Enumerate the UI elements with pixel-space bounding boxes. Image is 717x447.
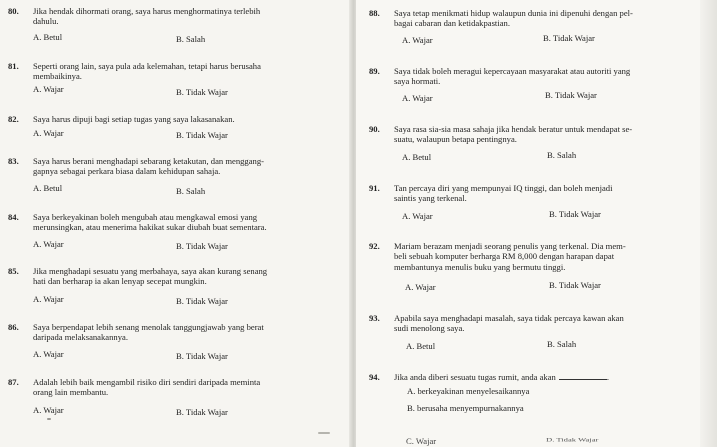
option-a[interactable]: A. berkeyakinan menyelesaikannya (407, 386, 530, 396)
option-b[interactable]: B. Salah (547, 339, 577, 349)
question-number: 82. (8, 114, 19, 124)
option-b[interactable]: B. Tidak Wajar (176, 296, 228, 306)
option-a[interactable]: A. Wajar (33, 128, 64, 138)
option-b[interactable]: B. Tidak Wajar (176, 87, 228, 97)
option-b[interactable]: B. Tidak Wajar (176, 130, 228, 140)
option-a[interactable]: A. Wajar (405, 282, 436, 292)
question-text: saya hormati. (394, 76, 441, 87)
question-number: 83. (8, 156, 19, 166)
option-a[interactable]: A. Wajar (33, 405, 64, 415)
cut-off-option: D. Tidak Wajar (546, 437, 599, 443)
question-text: gapnya sebagai perkara biasa dalam kehidupan sahaja. (33, 166, 221, 177)
option-a[interactable]: A. Wajar (402, 35, 433, 45)
question-text: Tan percaya diri yang mempunyai IQ tinggi, dan boleh menjadi (394, 183, 613, 193)
question-number: 89. (369, 66, 380, 76)
question-number: 84. (8, 212, 19, 222)
option-a[interactable]: A. Wajar (33, 239, 64, 249)
question-text-content: Jika anda diberi sesuatu tugas rumit, anda akan (394, 372, 556, 382)
question-text: Saya tetap menikmati hidup walaupun dunia ini dipenuhi dengan pel- (394, 8, 633, 18)
option-a[interactable]: A. Wajar (33, 294, 64, 304)
question-number: 80. (8, 6, 19, 16)
question-text: Adalah lebih baik mengambil risiko diri sendiri daripada meminta (33, 377, 261, 387)
question-number: 92. (369, 241, 380, 251)
question-text: Apabila saya menghadapi masalah, saya tidak percaya kawan akan (394, 313, 624, 323)
option-a[interactable]: A. Wajar (33, 349, 64, 359)
question-number: 86. (8, 322, 19, 332)
question-text: Seperti orang lain, saya pula ada kelemahan, tetapi harus berusaha (33, 61, 261, 71)
right-page (356, 0, 717, 447)
question-number: 93. (369, 313, 380, 323)
question-text: Saya berkeyakinan boleh mengubah atau mengkawal emosi yang (33, 212, 258, 222)
option-b[interactable]: B. Tidak Wajar (176, 241, 228, 251)
question-text: Mariam berazam menjadi seorang penulis yang terkenal. Dia mem- (394, 241, 626, 251)
blank-dot: . (606, 372, 609, 382)
question-number: 87. (8, 377, 19, 387)
answer-blank (559, 379, 607, 380)
option-b[interactable]: B. Tidak Wajar (176, 407, 228, 417)
question-text: sudi menolong saya. (394, 323, 465, 334)
question-text: Jika hendak dihormati orang, saya harus menghormatinya terlebih (33, 6, 261, 16)
question-text: dahulu. (33, 16, 59, 27)
option-b[interactable]: B. Tidak Wajar (543, 33, 595, 43)
option-a[interactable]: A. Betul (33, 183, 63, 193)
option-a[interactable]: A. Betul (406, 341, 436, 351)
page-edge (700, 0, 717, 447)
left-page (0, 0, 351, 447)
question-number: 85. (8, 266, 19, 276)
question-text: membantunya menulis buku yang bermutu tinggi. (394, 261, 566, 272)
question-number: 91. (369, 183, 380, 193)
question-text: beli sebuah komputer berharga RM 8,000 dengan harapan dapat (394, 251, 615, 262)
question-text: hati dan berharap ia akan lenyap secepat mungkin. (33, 276, 207, 287)
page-mark (318, 432, 330, 434)
option-b[interactable]: B. Tidak Wajar (549, 209, 601, 219)
question-text: merunsingkan, atau menerima hakikat sukar diubah buat sementara. (33, 222, 267, 233)
option-b[interactable]: B. berusaha menyempurnakannya (407, 403, 524, 413)
question-text: Saya harus berani menghadapi sebarang ketakutan, dan menggang- (33, 156, 264, 166)
question-text: Saya berpendapat lebih senang menolak tanggungjawab yang berat (33, 322, 264, 332)
question-text: suatu, walaupun betapa pentingnya. (394, 134, 517, 145)
question-text: Saya rasa sia-sia masa sahaja jika hendak beratur untuk mendapat se- (394, 124, 633, 134)
option-b[interactable]: B. Tidak Wajar (176, 351, 228, 361)
question-text: orang lain membantu. (33, 387, 109, 398)
question-text: Saya harus dipuji bagi setiap tugas yang saya lakasanakan. (33, 114, 235, 124)
question-number: 81. (8, 61, 19, 71)
question-text: saintis yang terkenal. (394, 193, 467, 204)
option-b[interactable]: B. Salah (176, 186, 206, 196)
question-number: 90. (369, 124, 380, 134)
question-text: bagai cabaran dan ketidakpastian. (394, 18, 510, 29)
option-a[interactable]: A. Wajar (402, 93, 433, 103)
option-b[interactable]: B. Salah (547, 150, 577, 160)
option-a[interactable]: A. Wajar (402, 211, 433, 221)
question-number: 88. (369, 8, 380, 18)
option-a[interactable]: A. Wajar (33, 84, 64, 94)
question-text: membaikinya. (33, 71, 82, 82)
option-b[interactable]: B. Tidak Wajar (545, 90, 597, 100)
page-mark (47, 418, 51, 420)
option-b[interactable]: B. Salah (176, 34, 206, 44)
question-text: daripada melaksanakannya. (33, 332, 128, 343)
question-text: Saya tidak boleh meragui kepercayaan masyarakat atau autoriti yang (394, 66, 631, 76)
option-a[interactable]: A. Betul (33, 32, 63, 42)
question-text (394, 372, 699, 382)
option-b[interactable]: B. Tidak Wajar (549, 280, 601, 290)
question-number: 94. (369, 372, 380, 382)
option-a[interactable]: A. Betul (402, 152, 432, 162)
option-c[interactable]: C. Wajar (406, 436, 437, 446)
question-text: Jika menghadapi sesuatu yang merbahaya, saya akan kurang senang (33, 266, 268, 276)
